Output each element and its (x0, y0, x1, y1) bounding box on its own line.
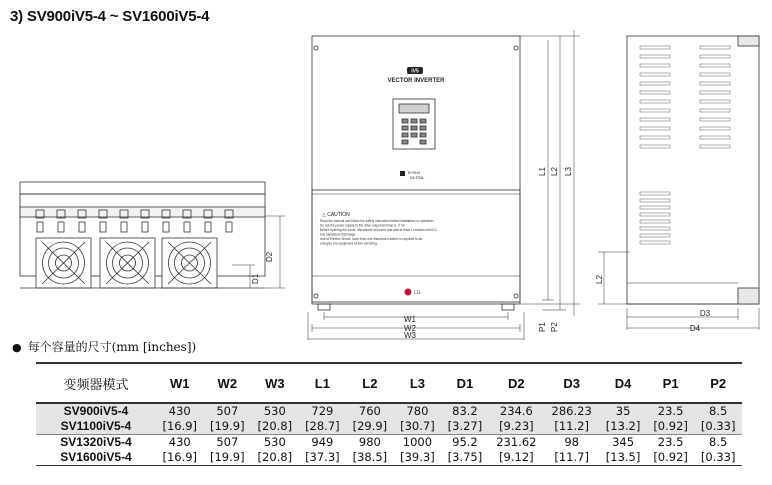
value-cell: 23.5 (647, 403, 695, 419)
vent-slot-icon (640, 82, 670, 85)
value-cell: 83.2 (441, 403, 489, 419)
value-cell: [20.8] (251, 419, 299, 435)
vent-slot-icon (700, 127, 730, 130)
vent-slot-icon (640, 118, 670, 121)
header-cell: D1 (441, 363, 489, 403)
dim-label-w1: W1 (404, 315, 416, 324)
table-row (36, 403, 742, 419)
vent-slot-icon (640, 73, 670, 76)
vent-slot-icon (640, 100, 670, 103)
dim-label-l3: L3 (564, 167, 573, 176)
terminal-icon (79, 222, 85, 232)
vent-slot-icon (700, 109, 730, 112)
value-cell: [37.3] (299, 450, 347, 466)
terminal-icon (205, 222, 211, 232)
lg-logo-icon (405, 289, 412, 296)
value-cell: [29.9] (346, 419, 394, 435)
fan-middle (100, 238, 155, 288)
terminal-icon (58, 222, 64, 232)
model-cell: SV1600iV5-4 (36, 450, 156, 466)
terminal-icon (37, 222, 43, 232)
value-cell: [11.2] (544, 419, 599, 435)
model-cell: SV900iV5-4 (36, 403, 156, 419)
vent-slot-icon (700, 46, 730, 49)
terminal-icon (121, 222, 127, 232)
header-cell: D2 (489, 363, 544, 403)
value-cell: 949 (311, 435, 334, 449)
vent-slot-icon (640, 91, 670, 94)
header-cell: 变频器模式 (36, 363, 156, 403)
vent-slot-icon (700, 55, 730, 58)
value-cell: 530 (263, 435, 286, 449)
section-title: 3) SV900iV5-4 ~ SV1600iV5-4 (10, 8, 210, 25)
value-cell: [0.92] (647, 450, 695, 466)
fan-right (162, 238, 217, 288)
value-cell: 430 (168, 435, 191, 449)
table-row (36, 419, 742, 435)
terminal-icon (142, 222, 148, 232)
caution-line: · Use of Electric Shock: more than one disconnect switch is required to de- (318, 237, 424, 241)
model-cell: SV1320iV5-4 (60, 435, 132, 449)
brand-badge: iV5 (411, 68, 419, 75)
header-cell: L2 (346, 363, 394, 403)
run-label: R/ RUN (408, 171, 421, 175)
caution-line: · energize the equipment before servicing. (318, 241, 378, 246)
vent-slot-icon (640, 145, 670, 148)
value-cell: [3.27] (441, 419, 489, 435)
value-cell: [0.92] (647, 419, 695, 435)
value-cell: 95.2 (452, 435, 478, 449)
value-cell: 35 (599, 403, 647, 419)
value-cell: 780 (394, 403, 442, 419)
dim-label-p2: P2 (550, 322, 559, 332)
vent-slot-icon (700, 118, 730, 121)
caution-line: · Before opening the cover, disconnect all power and wait at least 1 minutes until DC (318, 228, 437, 232)
value-cell: 530 (251, 403, 299, 419)
vent-slot-icon (700, 136, 730, 139)
dim-label-w2: W2 (404, 324, 416, 333)
terminal-icon (100, 222, 106, 232)
dim-label-d2: D2 (265, 251, 274, 262)
unit-note-text: 每个容量的尺寸(mm [inches]) (27, 340, 197, 354)
header-cell: W1 (156, 363, 204, 403)
unit-note (12, 338, 196, 355)
value-cell: 507 (216, 435, 239, 449)
caution-text (318, 219, 438, 246)
value-cell: [16.9] (156, 419, 204, 435)
value-cell: 345 (612, 435, 635, 449)
value-cell: 760 (346, 403, 394, 419)
vent-slot-icon (640, 220, 670, 223)
value-cell: [11.7] (544, 450, 599, 466)
header-cell: P2 (694, 363, 742, 403)
table-header-row (36, 363, 742, 403)
vent-slot-icon (640, 199, 670, 202)
vent-slot-icon (700, 64, 730, 67)
vent-slot-icon (700, 82, 730, 85)
caution-line: · Do not the power supply to the drive output terminal U, V, W. (318, 223, 406, 228)
value-cell: [0.33] (694, 450, 742, 466)
dim-label-w3: W3 (404, 331, 416, 340)
bullet-icon: ● (12, 341, 22, 354)
value-cell: 234.6 (489, 403, 544, 419)
vent-slot-icon (640, 64, 670, 67)
vent-slot-icon (640, 206, 670, 209)
header-cell: D3 (544, 363, 599, 403)
vent-slot-icon (700, 145, 730, 148)
stop-label: SA TRAL (410, 176, 425, 180)
vent-slot-icon (640, 192, 670, 195)
value-cell: [39.3] (394, 450, 442, 466)
vent-slot-icon (700, 73, 730, 76)
value-cell: 1000 (402, 435, 433, 449)
header-cell: L1 (299, 363, 347, 403)
side-view-drawing (598, 36, 759, 330)
vent-slot-icon (700, 100, 730, 103)
dim-label-d1: D1 (251, 273, 260, 284)
dim-label-l1: L1 (538, 167, 547, 176)
value-cell: [3.75] (441, 450, 489, 466)
terminal-icon (184, 222, 190, 232)
vent-slot-icon (640, 46, 670, 49)
header-cell: W3 (251, 363, 299, 403)
vent-slot-icon (640, 136, 670, 139)
header-cell: L3 (394, 363, 442, 403)
header-cell: W2 (204, 363, 252, 403)
value-cell: 286.23 (544, 403, 599, 419)
value-cell: 231.62 (496, 435, 537, 449)
bottom-view-drawing (20, 182, 285, 288)
terminal-icon (163, 222, 169, 232)
value-cell: [13.2] (599, 419, 647, 435)
value-cell: [28.7] (299, 419, 347, 435)
value-cell: [19.9] (204, 450, 252, 466)
value-cell: [16.9] (156, 450, 204, 466)
caution-line: · bus capacitors discharge. (318, 232, 357, 237)
caution-title: △ CAUTION (322, 212, 350, 218)
vent-slot-icon (640, 234, 670, 237)
product-name: VECTOR INVERTER (387, 78, 445, 84)
value-cell: 8.5 (694, 403, 742, 419)
dim-label-l2: L2 (550, 167, 559, 176)
value-cell: [9.23] (489, 419, 544, 435)
fan-left (36, 238, 91, 288)
vent-slot-icon (640, 227, 670, 230)
front-view-drawing (308, 30, 580, 340)
header-cell: P1 (647, 363, 695, 403)
table-row (36, 435, 742, 451)
dim-label-d3: D3 (699, 309, 711, 318)
dim-label-side-l2: L2 (595, 275, 604, 284)
value-cell: [9.12] (489, 450, 544, 466)
dimensions-table (36, 362, 742, 466)
model-cell: SV1100iV5-4 (36, 419, 156, 435)
header-cell: D4 (599, 363, 647, 403)
caution-line: · Read the manual and follow the safety instruction before installation or operation (318, 219, 434, 223)
vent-slot-icon (640, 55, 670, 58)
lg-logo-text: LG (414, 290, 421, 296)
vent-slot-icon (700, 91, 730, 94)
value-cell: [13.5] (599, 450, 647, 466)
value-cell: [20.8] (251, 450, 299, 466)
dim-label-p1: P1 (538, 322, 547, 332)
vent-slot-icon (640, 127, 670, 130)
value-cell: [30.7] (394, 419, 442, 435)
value-cell: [38.5] (346, 450, 394, 466)
table-row (36, 450, 742, 466)
run-indicator (400, 171, 405, 176)
value-cell: [19.9] (204, 419, 252, 435)
value-cell: 507 (204, 403, 252, 419)
value-cell: 23.5 (657, 435, 684, 449)
value-cell: 430 (156, 403, 204, 419)
value-cell: 8.5 (709, 435, 728, 449)
value-cell: 98 (564, 435, 579, 449)
dim-label-d4: D4 (689, 324, 701, 333)
vent-slot-icon (640, 109, 670, 112)
vent-slot-icon (640, 241, 670, 244)
value-cell: 980 (358, 435, 381, 449)
vent-slot-icon (640, 213, 670, 216)
value-cell: [0.33] (694, 419, 742, 435)
terminal-icon (226, 222, 232, 232)
value-cell: 729 (299, 403, 347, 419)
